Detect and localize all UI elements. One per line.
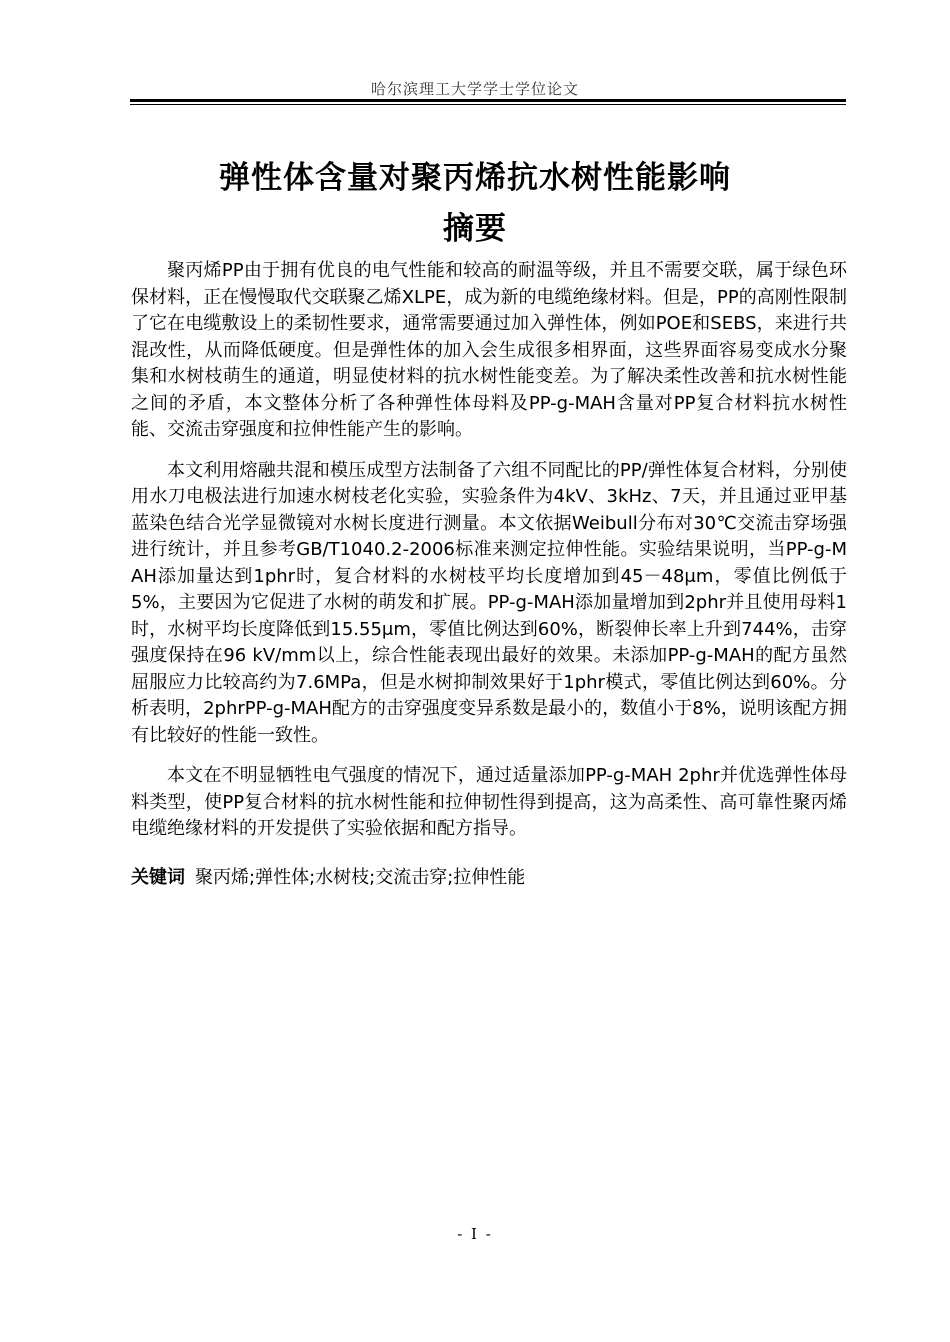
abstract-body [131,258,847,891]
abstract-paragraph-1: 聚丙烯PP由于拥有优良的电气性能和较高的耐温等级，并且不需要交联，属于绿色环保材料，正在慢慢取代交联聚乙烯XLPE，成为新的电缆绝缘材料。但是，PP的高刚性限制了它在电缆敷设上的柔韧性要求，通常需要通过加入弹性体，例如POE和SEBS，来进行共混改性，从而降低硬度。但是弹性体的加入会生成很多相界面，这些界面容易变成水分聚集和水树枝萌生的通道，明显使材料的抗水树性能变差。为了解决柔性改善和抗水树性能之间的矛盾，本文整体分析了各种弹性体母料及PP-g-MAH含量对PP复合材料抗水树性能、交流击穿强度和拉伸性能产生的影响。 [131,260,847,440]
abstract-heading: 摘要 [443,211,507,247]
keywords-text: 聚丙烯;弹性体;水树枝;交流击穿;拉伸性能 [195,866,526,888]
running-header: 哈尔滨理工大学学士学位论文 [370,80,579,98]
page-number: - I - [457,1225,493,1243]
keywords-label: 关键词 [131,866,185,888]
page-title: 弹性体含量对聚丙烯抗水树性能影响 [219,160,731,196]
abstract-paragraph-3: 本文在不明显牺牲电气强度的情况下，通过适量添加PP-g-MAH 2phr并优选弹性体母料类型，使PP复合材料的抗水树性能和拉伸韧性得到提高，这为高柔性、高可靠性聚丙烯电缆绝缘材料的开发提供了实验依据和配方指导。 [131,765,847,839]
header-rule-thick [130,99,846,102]
header-rule-thin [130,104,846,105]
abstract-paragraph-2: 本文利用熔融共混和模压成型方法制备了六组不同配比的PP/弹性体复合材料，分别使用水刀电极法进行加速水树枝老化实验，实验条件为4kV、3kHz、7天，并且通过亚甲基蓝染色结合光学显微镜对水树长度进行测量。本文依据Weibull分布对30℃交流击穿场强进行统计，并且参考GB/T1040.2-2006标准来测定拉伸性能。实验结果说明，当PP-g-MAH添加量达到1phr时，复合材料的水树枝平均长度增加到45－48μm，零值比例低于5%，主要因为它促进了水树的萌发和扩展。PP-g-MAH添加量增加到2phr并且使用母料1时，水树平均长度降低到15.55μm，零值比例达到60%，断裂伸长率上升到744%，击穿强度保持在96 kV/mm以上，综合性能表现出最好的效果。未添加PP-g-MAH的配方虽然屈服应力比较高约为7.6MPa，但是水树抑制效果好于1phr模式，零值比例达到60%。分析表明，2phrPP-g-MAH配方的击穿强度变异系数是最小的，数值小于8%，说明该配方拥有比较好的性能一致性。 [131,459,847,746]
keywords-line [131,865,847,891]
